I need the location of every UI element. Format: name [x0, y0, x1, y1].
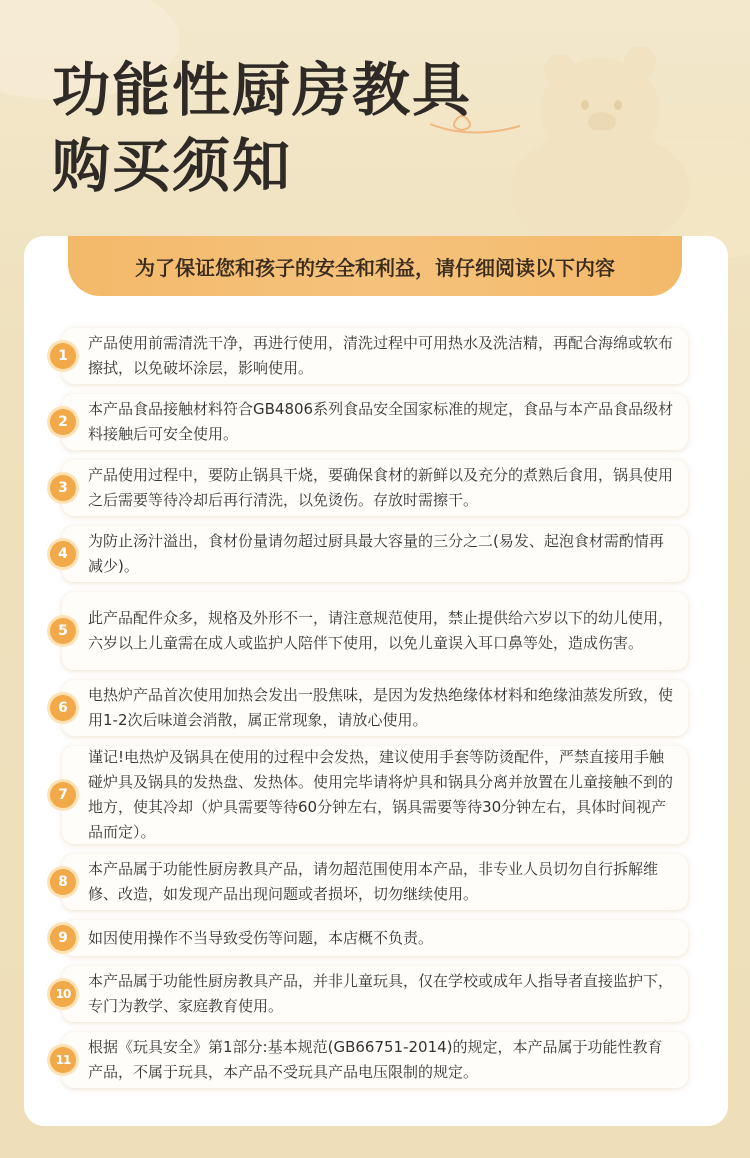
notice-banner: 为了保证您和孩子的安全和利益，请仔细阅读以下内容: [68, 236, 682, 296]
notice-text: 电热炉产品首次使用加热会发出一股焦味，是因为发热绝缘体材料和绝缘油蒸发所致，使用1-2次后味道会消散，属正常现象，请放心使用。: [88, 686, 674, 729]
notice-item: [58, 746, 688, 844]
notice-number-badge: 10: [50, 981, 76, 1007]
notice-text: 本产品食品接触材料符合GB4806系列食品安全国家标准的规定，食品与本产品食品级材料接触后可安全使用。: [88, 400, 674, 443]
notice-number-badge: 1: [50, 343, 76, 369]
notice-number-badge: 5: [50, 618, 76, 644]
notice-number-badge: 2: [50, 409, 76, 435]
title-line-2: 购买须知: [52, 132, 293, 200]
notice-text: 根据《玩具安全》第1部分:基本规范(GB66751-2014)的规定，本产品属于功能性教育产品，不属于玩具，本产品不受玩具产品电压限制的规定。: [88, 1038, 663, 1081]
notice-number-badge: 9: [50, 925, 76, 951]
title-line-1: 功能性厨房教具: [52, 56, 473, 124]
notice-text: 此产品配件众多，规格及外形不一，请注意规范使用，禁止提供给六岁以下的幼儿使用，六岁以上儿童需在成人或监护人陪伴下使用，以免儿童误入耳口鼻等处，造成伤害。: [88, 609, 674, 652]
notice-text: 本产品属于功能性厨房教具产品，请勿超范围使用本产品，非专业人员切勿自行拆解维修、改造，如发现产品出现问题或者损坏，切勿继续使用。: [88, 860, 659, 903]
notice-text: 本产品属于功能性厨房教具产品，并非儿童玩具，仅在学校或成年人指导者直接监护下，专门为教学、家庭教育使用。: [88, 972, 674, 1015]
notice-number-badge: 3: [50, 475, 76, 501]
notice-item: [55, 966, 688, 1022]
notice-number-badge: 7: [50, 782, 76, 808]
notice-number-badge: 11: [50, 1047, 76, 1073]
notice-item: [58, 854, 688, 910]
notice-item: [58, 328, 688, 384]
notice-item: [58, 526, 688, 582]
notice-item: [58, 394, 688, 450]
notice-text: 产品使用前需清洗干净，再进行使用，清洗过程中可用热水及洗洁精，再配合海绵或软布擦拭，以免破坏涂层，影响使用。: [88, 334, 674, 377]
notice-number-badge: 6: [50, 695, 76, 721]
notice-number-badge: 4: [50, 541, 76, 567]
notice-text: 谨记!电热炉及锅具在使用的过程中会发热，建议使用手套等防烫配件，严禁直接用手触碰炉具及锅具的发热盘、发热体。使用完毕请将炉具和锅具分离并放置在儿童接触不到的地方，使其冷却（炉具需要等待60分钟左右，锅具需要等待30分钟左右，具体时间视产品而定）。: [88, 748, 674, 841]
notice-item: [58, 680, 688, 736]
notice-text: 为防止汤汁溢出，食材份量请勿超过厨具最大容量的三分之二(易发、起泡食材需酌情再减少)。: [88, 532, 664, 575]
notice-text: 产品使用过程中，要防止锅具干烧，要确保食材的新鲜以及充分的煮熟后食用，锅具使用之后需要等待冷却后再行清洗，以免烫伤。存放时需擦干。: [88, 466, 674, 509]
page-title: [52, 52, 472, 204]
notice-item: [58, 592, 688, 670]
notice-list: [50, 328, 694, 1088]
notice-item: [58, 460, 688, 516]
notice-item: [55, 1032, 688, 1088]
notice-number-badge: 8: [50, 869, 76, 895]
notice-item: [58, 920, 688, 956]
notice-text: 如因使用操作不当导致受伤等问题，本店概不负责。: [88, 928, 434, 947]
